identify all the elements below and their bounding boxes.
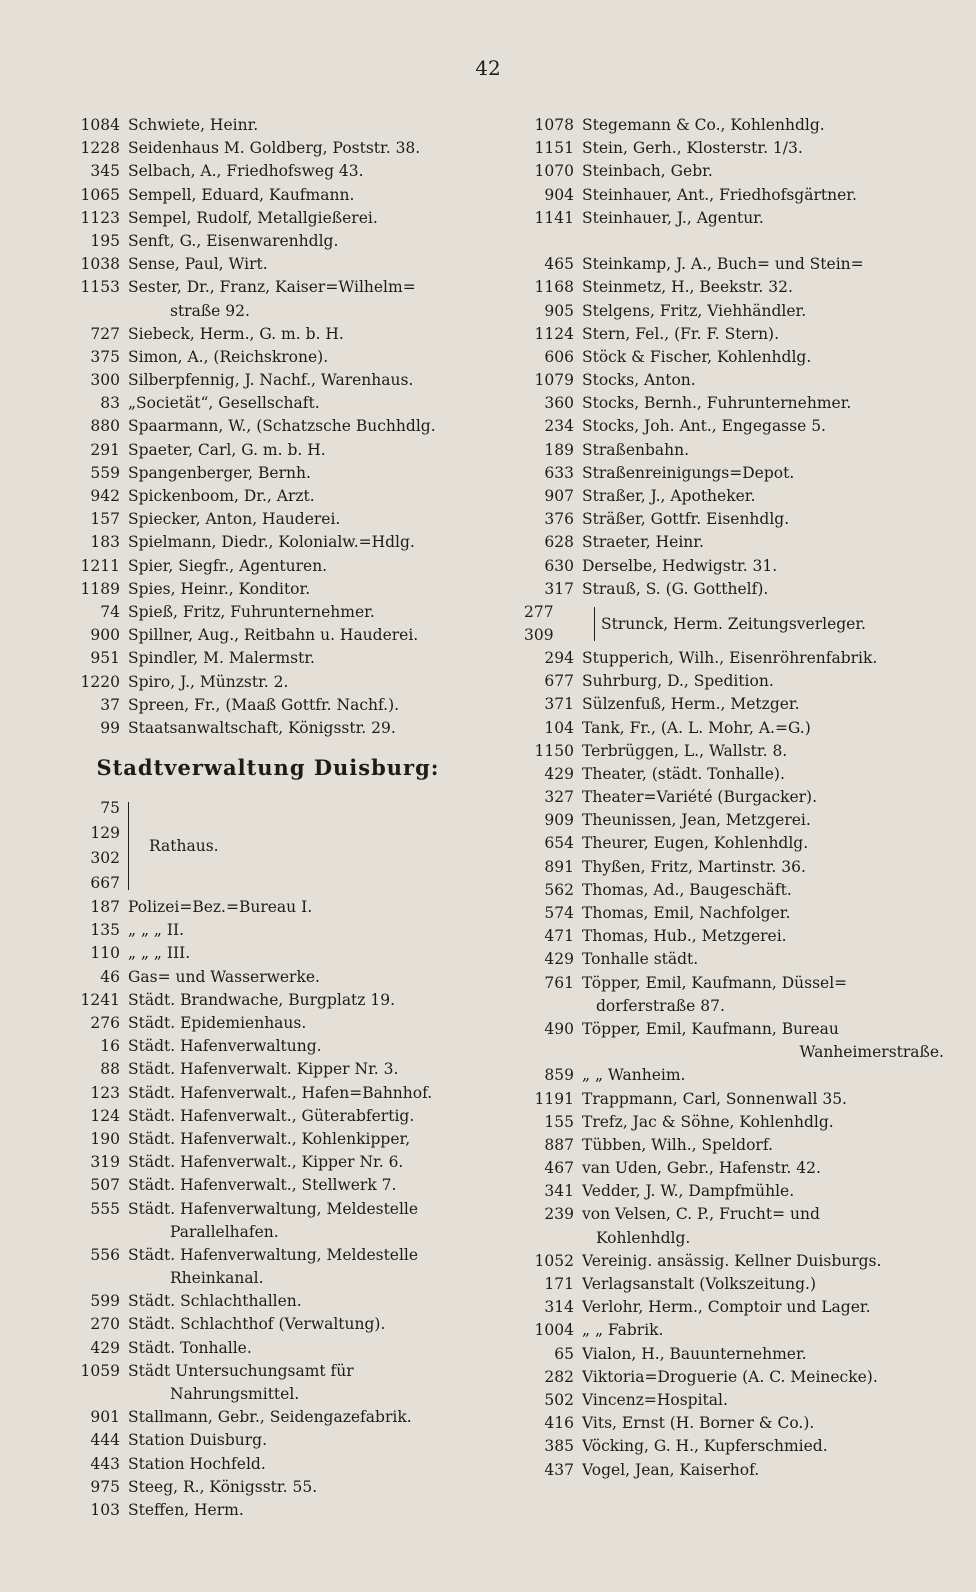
list-item-continuation: straße 92. [170,301,250,320]
list-item: 975 Steeg, R., Königsstr. 55. [90,1477,318,1496]
list-item: 345 Selbach, A., Friedhofsweg 43. [90,162,364,181]
brace [128,802,143,890]
list-item: 83 „Societät“, Gesellschaft. [100,394,320,413]
list-item: 599 Städt. Schlachthallen. [90,1292,302,1311]
list-item: 859 „ „ Wanheim. [544,1066,686,1085]
list-item: 300 Silberpfennig, J. Nachf., Warenhaus. [90,371,414,390]
list-item: 907 Straßer, J., Apotheker. [544,487,756,505]
list-item: 465 Steinkamp, J. A., Buch= und Stein= [544,255,864,274]
list-item: 901 Stallmann, Gebr., Seidengazefabrik. [90,1408,412,1427]
list-item: 1124 Stern, Fel., (Fr. F. Stern). [534,324,780,343]
list-item: 1168 Steinmetz, H., Beekstr. 32. [534,278,793,297]
list-item: 677 Suhrburg, D., Spedition. [544,672,774,691]
list-item: 555 Städt. Hafenverwaltung, Meldestelle [90,1199,419,1218]
list-item: 103 Steffen, Herm. [90,1500,244,1519]
list-item: 189 Straßenbahn. [544,440,690,459]
right-column [512,114,958,1482]
list-item: 375 Simon, A., (Reichskrone). [90,347,329,366]
list-item: 1241 Städt. Brandwache, Burgplatz 19. [80,990,396,1009]
list-item: 443 Station Hochfeld. [90,1454,266,1473]
list-item: 65 Vialon, H., Bauunternehmer. [554,1344,807,1363]
list-item: 385 Vöcking, G. H., Kupferschmied. [544,1437,828,1456]
list-item: 1079 Stocks, Anton. [534,371,696,390]
list-item: 633 Straßenreinigungs=Depot. [544,463,795,482]
list-item: 1123 Sempel, Rudolf, Metallgießerei. [80,208,378,227]
list-item: 429 Städt. Tonhalle. [90,1338,252,1357]
list-item: 562 Thomas, Ad., Baugeschäft. [544,880,792,899]
list-item: 104 Tank, Fr., (A. L. Mohr, A.=G.) [544,718,811,737]
list-item: 74 Spieß, Fritz, Fuhrunternehmer. [100,602,375,621]
list-item: 887 Tübben, Wilh., Speldorf. [544,1135,773,1154]
list-item: 276 Städt. Epidemienhaus. [90,1014,307,1032]
list-item: 371 Sülzenfuß, Herm., Metzger. [544,695,800,714]
list-item: 1211 Spier, Siegfr., Agenturen. [80,556,328,575]
list-item-continuation: Parallelhafen. [170,1222,279,1241]
list-item-continuation: Rheinkanal. [170,1269,264,1288]
list-item: 88 Städt. Hafenverwalt. Kipper Nr. 3. [100,1060,399,1079]
list-item: 317 Strauß, S. (G. Gotthelf). [544,579,769,598]
list-item: 1151 Stein, Gerh., Klosterstr. 1/3. [534,139,803,158]
list-item: 1070 Steinbach, Gebr. [534,162,713,181]
list-item-continuation: Wanheimerstraße. [799,1043,944,1062]
list-item: 314 Verlohr, Herm., Comptoir und Lager. [544,1298,871,1317]
list-item: 429 Theater, (städt. Tonhalle). [544,764,785,783]
list-item: 360 Stocks, Bernh., Fuhrunternehmer. [544,394,852,413]
list-item: 270 Städt. Schlachthof (Verwaltung). [90,1315,386,1334]
list-item: 951 Spindler, M. Malermstr. [90,649,315,668]
list-item: 123 Städt. Hafenverwalt., Hafen=Bahnhof. [90,1083,433,1102]
list-item: 171 Verlagsanstalt (Volkszeitung.) [544,1275,817,1293]
list-item: 319 Städt. Hafenverwalt., Kipper Nr. 6. [90,1153,404,1172]
list-item: 1228 Seidenhaus M. Goldberg, Poststr. 38. [80,139,421,158]
list-item: 727 Siebeck, Herm., G. m. b. H. [90,324,344,343]
list-item: 437 Vogel, Jean, Kaiserhof. [544,1460,760,1479]
list-item-continuation [512,230,958,253]
list-item: 880 Spaarmann, W., (Schatzsche Buchhdlg. [90,417,436,436]
list-item: 195 Senft, G., Eisenwarenhdlg. [90,231,339,250]
brace [586,607,595,641]
list-item: 444 Station Duisburg. [90,1431,268,1450]
list-item-continuation: Nahrungsmittel. [170,1385,300,1403]
list-item: 471 Thomas, Hub., Metzgerei. [544,927,787,946]
list-item: 1150 Terbrüggen, L., Wallstr. 8. [534,741,788,760]
list-item: 110 „ „ „ III. [90,944,191,963]
list-item: 905 Stelgens, Fritz, Viehhändler. [544,301,807,320]
rathaus-group: 75 129 302 667 Rathaus. [90,799,219,893]
list-item: 1141 Steinhauer, J., Agentur. [534,208,764,227]
list-item: 291 Spaeter, Carl, G. m. b. H. [90,440,326,459]
list-item: 909 Theunissen, Jean, Metzgerei. [544,811,811,830]
list-item: 900 Spillner, Aug., Reitbahn u. Hauderei. [90,626,419,645]
list-item: 416 Vits, Ernst (H. Borner & Co.). [544,1414,815,1433]
list-item: 37 Spreen, Fr., (Maaß Gottfr. Nachf.). [100,695,400,714]
list-item: 124 Städt. Hafenverwalt., Güterabfertig. [90,1106,415,1125]
list-item: 467 van Uden, Gebr., Hafenstr. 42. [544,1159,821,1178]
list-item-continuation: Kohlenhdlg. [596,1228,691,1247]
list-item: 135 „ „ „ II. [90,921,185,940]
list-item: 99 Staatsanwaltschaft, Königsstr. 29. [100,718,396,737]
list-item: 1191 Trappmann, Carl, Sonnenwall 35. [534,1089,847,1108]
strunck-group: 277 309 Strunck, Herm. Zeitungsverleger. [524,602,866,644]
list-item: 294 Stupperich, Wilh., Eisenröhrenfabrik. [544,648,878,667]
list-item: 1220 Spiro, J., Münzstr. 2. [80,672,289,691]
list-item: 490 Töpper, Emil, Kaufmann, Bureau [544,1019,839,1038]
list-item: 1078 Stegemann & Co., Kohlenhdlg. [534,116,825,134]
list-item: 891 Thyßen, Fritz, Martinstr. 36. [544,857,806,876]
list-item: 654 Theurer, Eugen, Kohlenhdlg. [544,834,809,853]
list-item: 376 Sträßer, Gottfr. Eisenhdlg. [544,510,790,529]
list-item: 234 Stocks, Joh. Ant., Engegasse 5. [544,417,826,436]
list-item: 187 Polizei=Bez.=Bureau I. [90,898,313,917]
list-item: 183 Spielmann, Diedr., Kolonialw.=Hdlg. [90,533,415,552]
list-item: 341 Vedder, J. W., Dampfmühle. [544,1182,795,1201]
list-item: 1004 „ „ Fabrik. [534,1321,664,1340]
list-item: 559 Spangenberger, Bernh. [90,463,311,482]
list-item: 628 Straeter, Heinr. [544,533,704,552]
list-item: 190 Städt. Hafenverwalt., Kohlenkipper, [90,1129,411,1148]
section-heading: Stadtverwaltung Duisburg: [96,755,440,781]
list-item: 1052 Vereinig. ansässig. Kellner Duisburgs. [534,1251,882,1270]
list-item: 904 Steinhauer, Ant., Friedhofsgärtner. [544,185,857,204]
list-item: 502 Vincenz=Hospital. [544,1390,728,1409]
list-item: 429 Tonhalle städt. [544,950,699,969]
list-item: 1084 Schwiete, Heinr. [80,116,259,134]
list-item-continuation: dorferstraße 87. [596,996,725,1015]
list-item: 327 Theater=Variété (Burgacker). [544,788,818,807]
list-item: 942 Spickenboom, Dr., Arzt. [90,487,315,505]
list-item: 1189 Spies, Heinr., Konditor. [80,579,311,598]
list-item: 507 Städt. Hafenverwalt., Stellwerk 7. [90,1176,397,1195]
list-item: 157 Spiecker, Anton, Hauderei. [90,510,341,529]
list-item: 1038 Sense, Paul, Wirt. [80,255,268,274]
list-item: 761 Töpper, Emil, Kaufmann, Düssel= [544,973,848,992]
list-item: 574 Thomas, Emil, Nachfolger. [544,904,791,922]
list-item: 1153 Sester, Dr., Franz, Kaiser=Wilhelm= [80,278,416,297]
list-item: 1065 Sempell, Eduard, Kaufmann. [80,185,355,204]
list-item: 606 Stöck & Fischer, Kohlenhdlg. [544,347,812,366]
page-number: 42 [475,56,501,80]
list-item: 282 Viktoria=Droguerie (A. C. Meinecke). [544,1367,878,1386]
list-item: 46 Gas= und Wasserwerke. [100,967,320,986]
list-item: 556 Städt. Hafenverwaltung, Meldestelle [90,1245,419,1264]
list-item: 239 von Velsen, C. P., Frucht= und [544,1205,820,1224]
left-column [58,114,498,1522]
list-item: 16 Städt. Hafenverwaltung. [100,1037,322,1056]
list-item: 630 Derselbe, Hedwigstr. 31. [544,556,778,575]
list-item: 1059 Städt Untersuchungsamt für [80,1361,354,1380]
list-item: 155 Trefz, Jac & Söhne, Kohlenhdlg. [544,1112,834,1131]
